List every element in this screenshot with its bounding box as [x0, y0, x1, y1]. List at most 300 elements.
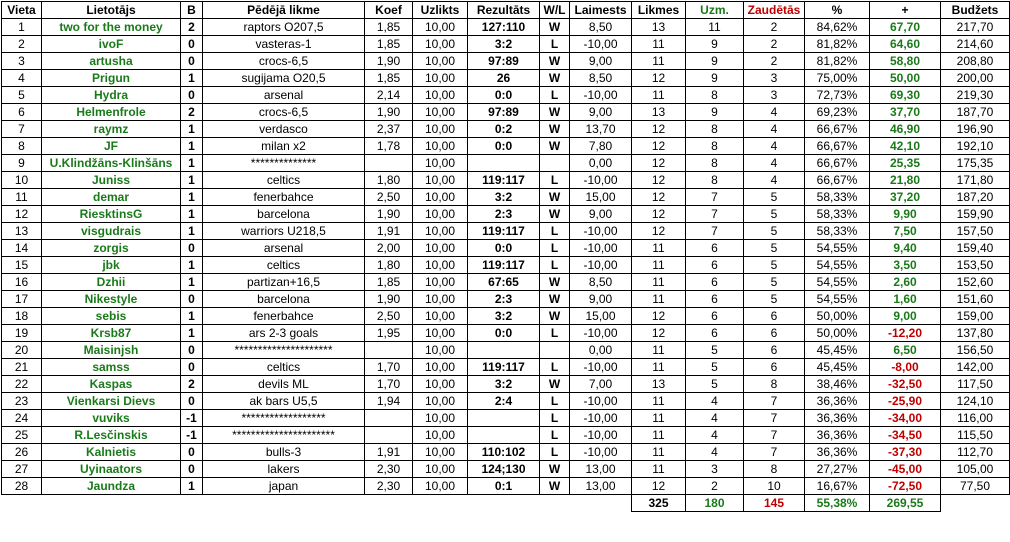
cell-zaudetas: 5: [744, 274, 805, 291]
cell-laimests: -10,00: [570, 427, 632, 444]
cell-user: RiesktinsG: [42, 206, 181, 223]
cell-b: 2: [181, 19, 203, 36]
cell-plus: 46,90: [870, 121, 941, 138]
cell-user: Vienkarsi Dievs: [42, 393, 181, 410]
cell-pct: 54,55%: [805, 257, 870, 274]
cell-uzm: 5: [686, 342, 744, 359]
cell-budzets: 214,60: [941, 36, 1010, 53]
cell-result: 0:2: [468, 121, 540, 138]
cell-result: 124;130: [468, 461, 540, 478]
table-row: [2, 87, 1010, 104]
cell-uzlikts: 10,00: [413, 342, 468, 359]
cell-uzlikts: 10,00: [413, 155, 468, 172]
cell-laimests: 9,00: [570, 291, 632, 308]
cell-koef: 1,90: [365, 104, 413, 121]
cell-pct: 36,36%: [805, 427, 870, 444]
cell-wl: W: [540, 19, 570, 36]
cell-wl: L: [540, 87, 570, 104]
col-last-bet-header: Pēdējā likme: [203, 2, 365, 19]
table-row: [2, 393, 1010, 410]
cell-uzm: 7: [686, 223, 744, 240]
cell-pct: 58,33%: [805, 189, 870, 206]
total-zaudetas: 145: [744, 495, 805, 512]
cell-wl: W: [540, 53, 570, 70]
cell-wl: W: [540, 104, 570, 121]
cell-likmes: 11: [632, 359, 686, 376]
cell-b: 1: [181, 70, 203, 87]
cell-b: 1: [181, 478, 203, 495]
totals-spacer: [2, 495, 632, 512]
cell-wl: W: [540, 189, 570, 206]
cell-budzets: 153,50: [941, 257, 1010, 274]
cell-wl: L: [540, 410, 570, 427]
cell-pct: 72,73%: [805, 87, 870, 104]
cell-result: 2:4: [468, 393, 540, 410]
cell-result: 3:2: [468, 376, 540, 393]
cell-wl: L: [540, 359, 570, 376]
cell-uzlikts: 10,00: [413, 223, 468, 240]
cell-budzets: 217,70: [941, 19, 1010, 36]
table-row: [2, 104, 1010, 121]
cell-budzets: 175,35: [941, 155, 1010, 172]
cell-user: Dzhii: [42, 274, 181, 291]
cell-wl: W: [540, 376, 570, 393]
cell-plus: -72,50: [870, 478, 941, 495]
cell-zaudetas: 3: [744, 70, 805, 87]
cell-zaudetas: 8: [744, 461, 805, 478]
cell-uzm: 6: [686, 308, 744, 325]
cell-laimests: -10,00: [570, 36, 632, 53]
cell-zaudetas: 3: [744, 87, 805, 104]
cell-pct: 45,45%: [805, 342, 870, 359]
cell-plus: 25,35: [870, 155, 941, 172]
cell-uzlikts: 10,00: [413, 104, 468, 121]
cell-uzlikts: 10,00: [413, 36, 468, 53]
cell-likmes: 12: [632, 325, 686, 342]
table-row: [2, 189, 1010, 206]
cell-uzlikts: 10,00: [413, 478, 468, 495]
cell-b: -1: [181, 410, 203, 427]
cell-result: 119:117: [468, 257, 540, 274]
cell-likmes: 11: [632, 53, 686, 70]
cell-koef: 2,37: [365, 121, 413, 138]
cell-uzlikts: 10,00: [413, 291, 468, 308]
cell-result: 3:2: [468, 189, 540, 206]
cell-wl: L: [540, 427, 570, 444]
cell-koef: 1,70: [365, 359, 413, 376]
cell-laimests: -10,00: [570, 410, 632, 427]
cell-wl: L: [540, 325, 570, 342]
cell-plus: 3,50: [870, 257, 941, 274]
cell-zaudetas: 8: [744, 376, 805, 393]
table-body: [2, 19, 1010, 495]
cell-laimests: 8,50: [570, 274, 632, 291]
cell-uzm: 4: [686, 410, 744, 427]
col-vieta-header: Vieta: [2, 2, 42, 19]
cell-budzets: 151,60: [941, 291, 1010, 308]
cell-uzm: 2: [686, 478, 744, 495]
cell-budzets: 156,50: [941, 342, 1010, 359]
cell-vieta: 3: [2, 53, 42, 70]
cell-uzlikts: 10,00: [413, 53, 468, 70]
cell-zaudetas: 2: [744, 53, 805, 70]
cell-result: 3:2: [468, 36, 540, 53]
col-uzm-header: Uzm.: [686, 2, 744, 19]
cell-user: Uyinaators: [42, 461, 181, 478]
cell-koef: 1,80: [365, 257, 413, 274]
cell-budzets: 208,80: [941, 53, 1010, 70]
cell-koef: 2,00: [365, 240, 413, 257]
cell-result: 119:117: [468, 223, 540, 240]
cell-result: [468, 427, 540, 444]
cell-uzlikts: 10,00: [413, 444, 468, 461]
cell-uzlikts: 10,00: [413, 138, 468, 155]
cell-uzlikts: 10,00: [413, 393, 468, 410]
cell-likmes: 12: [632, 206, 686, 223]
cell-user: Kalnietis: [42, 444, 181, 461]
totals-end-spacer: [941, 495, 1010, 512]
cell-vieta: 19: [2, 325, 42, 342]
totals-row: [2, 495, 1010, 512]
table-row: [2, 223, 1010, 240]
cell-user: artusha: [42, 53, 181, 70]
table-row: [2, 36, 1010, 53]
cell-b: 1: [181, 325, 203, 342]
cell-last-bet: fenerbahce: [203, 189, 365, 206]
table-row: [2, 19, 1010, 36]
cell-uzm: 6: [686, 325, 744, 342]
cell-uzm: 9: [686, 70, 744, 87]
cell-result: 97:89: [468, 53, 540, 70]
cell-uzlikts: 10,00: [413, 206, 468, 223]
cell-laimests: 13,00: [570, 461, 632, 478]
cell-b: 2: [181, 376, 203, 393]
cell-zaudetas: 5: [744, 257, 805, 274]
cell-budzets: 159,00: [941, 308, 1010, 325]
cell-zaudetas: 4: [744, 172, 805, 189]
cell-uzm: 8: [686, 87, 744, 104]
cell-b: 0: [181, 393, 203, 410]
cell-laimests: -10,00: [570, 325, 632, 342]
cell-zaudetas: 10: [744, 478, 805, 495]
cell-koef: 1,90: [365, 206, 413, 223]
cell-budzets: 105,00: [941, 461, 1010, 478]
cell-laimests: 0,00: [570, 155, 632, 172]
cell-vieta: 2: [2, 36, 42, 53]
cell-wl: W: [540, 308, 570, 325]
cell-wl: L: [540, 257, 570, 274]
cell-likmes: 11: [632, 427, 686, 444]
cell-uzlikts: 10,00: [413, 121, 468, 138]
cell-plus: 50,00: [870, 70, 941, 87]
cell-uzlikts: 10,00: [413, 70, 468, 87]
table-row: [2, 155, 1010, 172]
cell-laimests: 7,00: [570, 376, 632, 393]
cell-user: vuviks: [42, 410, 181, 427]
cell-last-bet: partizan+16,5: [203, 274, 365, 291]
cell-koef: 2,14: [365, 87, 413, 104]
cell-plus: 1,60: [870, 291, 941, 308]
cell-laimests: 9,00: [570, 104, 632, 121]
cell-laimests: -10,00: [570, 393, 632, 410]
cell-vieta: 11: [2, 189, 42, 206]
cell-last-bet: warriors U218,5: [203, 223, 365, 240]
cell-vieta: 12: [2, 206, 42, 223]
cell-likmes: 12: [632, 308, 686, 325]
cell-uzm: 8: [686, 172, 744, 189]
cell-vieta: 17: [2, 291, 42, 308]
cell-uzlikts: 10,00: [413, 359, 468, 376]
cell-laimests: -10,00: [570, 223, 632, 240]
cell-pct: 27,27%: [805, 461, 870, 478]
cell-likmes: 12: [632, 223, 686, 240]
cell-last-bet: arsenal: [203, 87, 365, 104]
cell-last-bet: ars 2-3 goals: [203, 325, 365, 342]
cell-uzlikts: 10,00: [413, 172, 468, 189]
cell-b: 0: [181, 342, 203, 359]
cell-likmes: 13: [632, 104, 686, 121]
cell-likmes: 11: [632, 274, 686, 291]
cell-last-bet: crocs-6,5: [203, 104, 365, 121]
cell-likmes: 12: [632, 138, 686, 155]
cell-pct: 38,46%: [805, 376, 870, 393]
table-row: [2, 427, 1010, 444]
cell-b: -1: [181, 427, 203, 444]
cell-laimests: -10,00: [570, 240, 632, 257]
cell-uzlikts: 10,00: [413, 87, 468, 104]
cell-result: 67:65: [468, 274, 540, 291]
cell-plus: 64,60: [870, 36, 941, 53]
cell-uzlikts: 10,00: [413, 240, 468, 257]
cell-koef: 1,85: [365, 36, 413, 53]
table-row: [2, 359, 1010, 376]
cell-last-bet: arsenal: [203, 240, 365, 257]
cell-zaudetas: 7: [744, 393, 805, 410]
col-likmes-header: Likmes: [632, 2, 686, 19]
table-row: [2, 291, 1010, 308]
cell-wl: W: [540, 478, 570, 495]
cell-user: Kaspas: [42, 376, 181, 393]
cell-pct: 75,00%: [805, 70, 870, 87]
col-wl-header: W/L: [540, 2, 570, 19]
cell-zaudetas: 4: [744, 138, 805, 155]
cell-likmes: 11: [632, 410, 686, 427]
cell-uzlikts: 10,00: [413, 19, 468, 36]
cell-last-bet: celtics: [203, 172, 365, 189]
cell-pct: 50,00%: [805, 325, 870, 342]
cell-b: 1: [181, 206, 203, 223]
table-row: [2, 376, 1010, 393]
cell-wl: L: [540, 393, 570, 410]
cell-last-bet: sugijama O20,5: [203, 70, 365, 87]
cell-likmes: 13: [632, 19, 686, 36]
cell-zaudetas: 5: [744, 291, 805, 308]
cell-budzets: 187,70: [941, 104, 1010, 121]
cell-plus: -25,90: [870, 393, 941, 410]
cell-vieta: 10: [2, 172, 42, 189]
cell-uzlikts: 10,00: [413, 427, 468, 444]
cell-plus: 9,00: [870, 308, 941, 325]
cell-pct: 81,82%: [805, 53, 870, 70]
cell-zaudetas: 6: [744, 359, 805, 376]
cell-likmes: 11: [632, 393, 686, 410]
cell-plus: -32,50: [870, 376, 941, 393]
cell-plus: 42,10: [870, 138, 941, 155]
table-row: [2, 70, 1010, 87]
cell-uzm: 6: [686, 240, 744, 257]
cell-uzlikts: 10,00: [413, 325, 468, 342]
cell-koef: 1,90: [365, 291, 413, 308]
cell-result: 0:1: [468, 478, 540, 495]
cell-pct: 50,00%: [805, 308, 870, 325]
cell-likmes: 12: [632, 478, 686, 495]
cell-vieta: 24: [2, 410, 42, 427]
cell-uzlikts: 10,00: [413, 274, 468, 291]
cell-uzm: 6: [686, 274, 744, 291]
cell-pct: 66,67%: [805, 172, 870, 189]
cell-uzlikts: 10,00: [413, 461, 468, 478]
col-b-header: B: [181, 2, 203, 19]
col-uzlikts-header: Uzlikts: [413, 2, 468, 19]
cell-laimests: 15,00: [570, 308, 632, 325]
cell-vieta: 22: [2, 376, 42, 393]
cell-likmes: 12: [632, 172, 686, 189]
cell-pct: 66,67%: [805, 155, 870, 172]
cell-budzets: 159,90: [941, 206, 1010, 223]
cell-budzets: 171,80: [941, 172, 1010, 189]
cell-pct: 16,67%: [805, 478, 870, 495]
cell-last-bet: devils ML: [203, 376, 365, 393]
cell-b: 2: [181, 104, 203, 121]
cell-result: [468, 410, 540, 427]
cell-koef: 1,95: [365, 325, 413, 342]
cell-result: 26: [468, 70, 540, 87]
cell-budzets: 115,50: [941, 427, 1010, 444]
cell-plus: 6,50: [870, 342, 941, 359]
cell-laimests: 9,00: [570, 53, 632, 70]
cell-vieta: 27: [2, 461, 42, 478]
cell-pct: 69,23%: [805, 104, 870, 121]
cell-budzets: 116,00: [941, 410, 1010, 427]
cell-likmes: 11: [632, 36, 686, 53]
cell-uzm: 8: [686, 138, 744, 155]
cell-koef: [365, 342, 413, 359]
cell-koef: [365, 410, 413, 427]
cell-vieta: 8: [2, 138, 42, 155]
cell-b: 1: [181, 189, 203, 206]
cell-user: raymz: [42, 121, 181, 138]
cell-plus: 37,70: [870, 104, 941, 121]
cell-b: 1: [181, 155, 203, 172]
cell-likmes: 12: [632, 70, 686, 87]
cell-pct: 54,55%: [805, 274, 870, 291]
cell-plus: 2,60: [870, 274, 941, 291]
cell-zaudetas: 5: [744, 189, 805, 206]
cell-b: 0: [181, 240, 203, 257]
total-pct: 55,38%: [805, 495, 870, 512]
standings-table: [1, 1, 1010, 512]
cell-likmes: 12: [632, 155, 686, 172]
cell-budzets: 200,00: [941, 70, 1010, 87]
cell-wl: W: [540, 138, 570, 155]
cell-result: [468, 342, 540, 359]
cell-budzets: 142,00: [941, 359, 1010, 376]
cell-vieta: 21: [2, 359, 42, 376]
cell-user: Juniss: [42, 172, 181, 189]
cell-user: jbk: [42, 257, 181, 274]
cell-vieta: 15: [2, 257, 42, 274]
cell-result: 97:89: [468, 104, 540, 121]
cell-b: 0: [181, 53, 203, 70]
cell-wl: L: [540, 223, 570, 240]
cell-b: 1: [181, 138, 203, 155]
cell-budzets: 77,50: [941, 478, 1010, 495]
cell-last-bet: barcelona: [203, 291, 365, 308]
cell-budzets: 157,50: [941, 223, 1010, 240]
col-zaudetas-header: Zaudētās: [744, 2, 805, 19]
cell-vieta: 6: [2, 104, 42, 121]
cell-user: Maisinjsh: [42, 342, 181, 359]
cell-b: 1: [181, 223, 203, 240]
total-plus: 269,55: [870, 495, 941, 512]
cell-zaudetas: 6: [744, 342, 805, 359]
cell-user: Jaundza: [42, 478, 181, 495]
table-row: [2, 410, 1010, 427]
cell-budzets: 112,70: [941, 444, 1010, 461]
col-plus-header: +: [870, 2, 941, 19]
cell-last-bet: vasteras-1: [203, 36, 365, 53]
cell-vieta: 7: [2, 121, 42, 138]
cell-zaudetas: 7: [744, 444, 805, 461]
cell-user: ivoF: [42, 36, 181, 53]
cell-likmes: 11: [632, 342, 686, 359]
cell-vieta: 28: [2, 478, 42, 495]
cell-last-bet: celtics: [203, 257, 365, 274]
cell-uzlikts: 10,00: [413, 410, 468, 427]
cell-uzm: 11: [686, 19, 744, 36]
cell-last-bet: lakers: [203, 461, 365, 478]
cell-pct: 54,55%: [805, 240, 870, 257]
cell-vieta: 26: [2, 444, 42, 461]
cell-plus: -45,00: [870, 461, 941, 478]
cell-vieta: 13: [2, 223, 42, 240]
cell-pct: 36,36%: [805, 444, 870, 461]
cell-budzets: 187,20: [941, 189, 1010, 206]
cell-uzm: 5: [686, 359, 744, 376]
table-row: [2, 308, 1010, 325]
cell-zaudetas: 4: [744, 155, 805, 172]
cell-uzm: 6: [686, 291, 744, 308]
cell-uzm: 3: [686, 461, 744, 478]
cell-user: JF: [42, 138, 181, 155]
cell-koef: 1,94: [365, 393, 413, 410]
cell-likmes: 11: [632, 87, 686, 104]
cell-pct: 58,33%: [805, 206, 870, 223]
cell-user: visgudrais: [42, 223, 181, 240]
col-laimests-header: Laimests: [570, 2, 632, 19]
cell-last-bet: fenerbahce: [203, 308, 365, 325]
cell-last-bet: ak bars U5,5: [203, 393, 365, 410]
table-row: [2, 172, 1010, 189]
cell-wl: [540, 342, 570, 359]
cell-koef: 1,85: [365, 19, 413, 36]
cell-last-bet: crocs-6,5: [203, 53, 365, 70]
cell-last-bet: bulls-3: [203, 444, 365, 461]
cell-result: 0:0: [468, 240, 540, 257]
cell-likmes: 11: [632, 291, 686, 308]
cell-uzm: 4: [686, 393, 744, 410]
cell-last-bet: *********************: [203, 342, 365, 359]
